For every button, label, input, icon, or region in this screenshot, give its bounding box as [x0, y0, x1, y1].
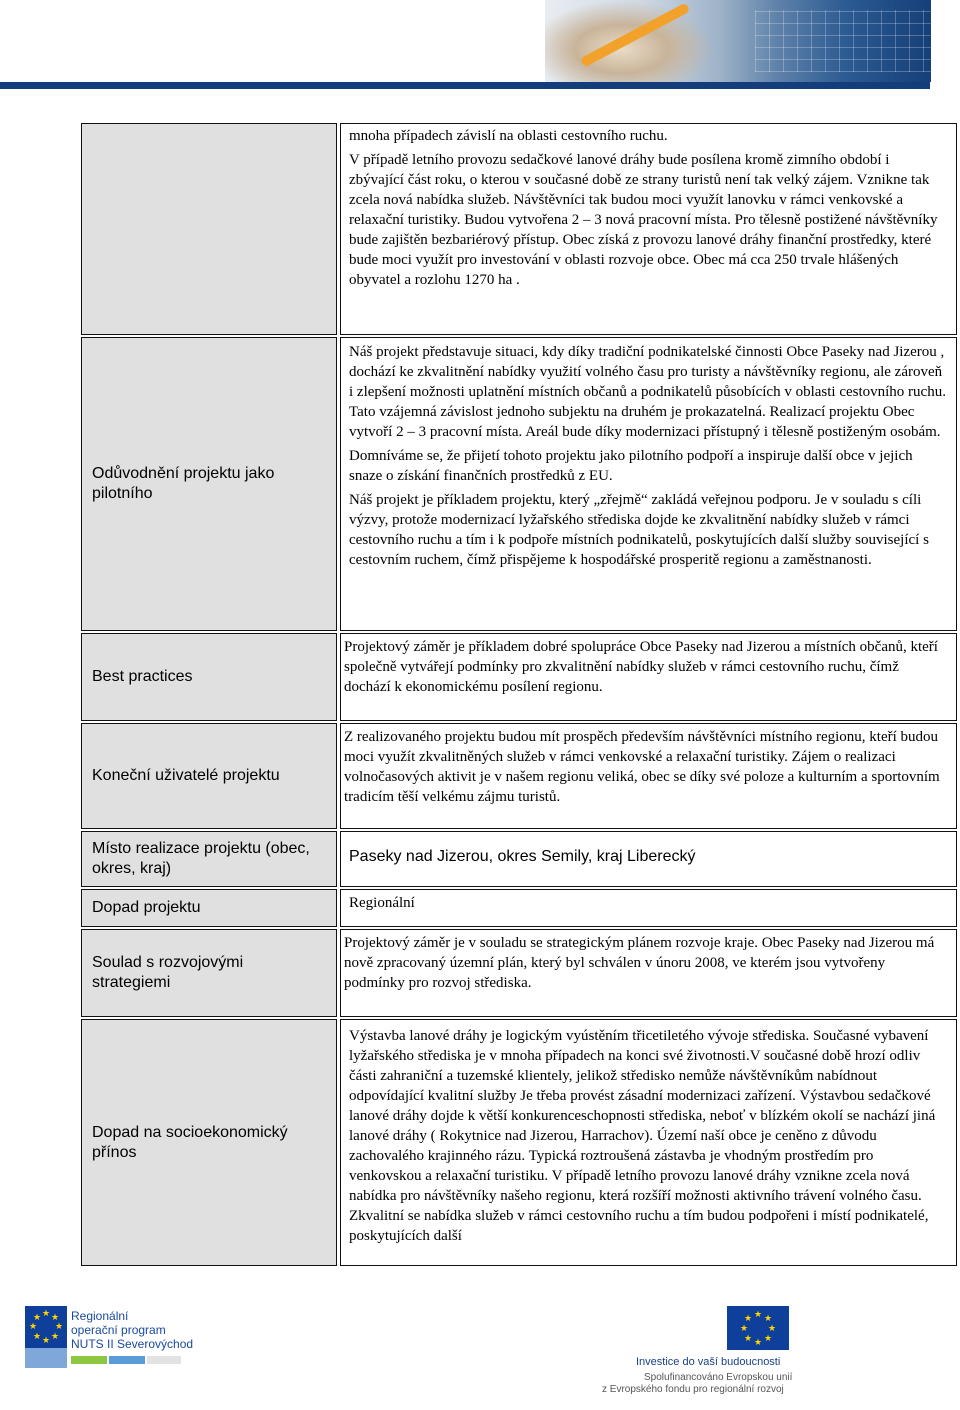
impact-value: Regionální	[349, 895, 415, 911]
rop-logo-line: Regionální	[71, 1309, 129, 1323]
table-label-cell	[81, 1019, 337, 1266]
rop-logo-line: NUTS II Severovýchod	[71, 1337, 194, 1351]
table-label-cell	[81, 889, 337, 927]
eu-fund-line: z Evropského fondu pro regionální rozvoj	[602, 1384, 784, 1395]
eu-flag-icon: ★ ★ ★ ★ ★ ★ ★ ★	[727, 1306, 789, 1350]
table-value-cell	[340, 633, 957, 721]
table-value-cell	[340, 1019, 957, 1266]
project-table	[81, 123, 957, 1266]
row-label-end-users: Koneční uživatelé projektu	[92, 767, 280, 784]
row-label-pilot: Odůvodnění projektu jako pilotního	[92, 465, 275, 502]
table-label-cell	[81, 929, 337, 1017]
eu-fund-slogan: Investice do vaší budoucnosti	[636, 1356, 781, 1368]
eu-flag-icon: ★ ★ ★ ★ ★ ★ ★ ★	[25, 1306, 67, 1348]
rop-logo	[25, 1306, 225, 1366]
location-value: Paseky nad Jizerou, okres Semily, kraj Liberecký	[349, 848, 696, 865]
row-label-impact: Dopad projektu	[92, 899, 201, 916]
paragraph: Náš projekt představuje situaci, kdy díky tradiční podnikatelské činnosti Obce Paseky nad Jizerou , dochází ke zkvalitnění nabídky využití volného času pro turisty a návštěvníky regionu, ale zároveň i zlepšení možnosti uplatnění místních občanů a podnikatelů působících v oblasti cestovního ruchu. Tato vzájemná závislost jednoho subjektu na druhém je prokazatelná. Realizací projektu Obec vytvoří 2 – 3 pracovní místa. Areál bude díky modernizaci přístupný i tělesně postiženým osobám.	[349, 344, 946, 440]
table-value-cell	[340, 929, 957, 1017]
rop-logo-line: operační program	[71, 1323, 166, 1337]
paragraph: Z realizovaného projektu budou mít prospěch především návštěvníci místního regionu, kteří budou moci využít zkvalitněných služeb v rámci venkovské a relaxační turistiky. Zájem o realizaci volnočasových aktivit je v našem regionu veliká, obec se díky své poloze a kulturním a sportovním tradicím těší velkému zájmu turistů.	[344, 729, 940, 805]
row-label-strategies: Soulad s rozvojovými strategiemi	[92, 954, 244, 991]
table-label-cell	[81, 723, 337, 829]
rop-logo-bars	[71, 1356, 181, 1366]
paragraph: Domníváme se, že přijetí tohoto projektu jako pilotního podpoří a inspiruje další obce v jejich snaze o získání finančních prostředků z EU.	[349, 448, 913, 484]
table-label-cell	[81, 337, 337, 631]
table-label-cell	[81, 123, 337, 335]
table-value-cell	[340, 831, 957, 887]
row-label-socioeconomic: Dopad na socioekonomický přínos	[92, 1123, 288, 1161]
table-label-cell	[81, 633, 337, 721]
table-label-cell	[81, 831, 337, 887]
row-label-best-practices: Best practices	[92, 668, 193, 685]
paragraph: Projektový záměr je v souladu se strategickým plánem rozvoje kraje. Obec Paseky nad Jizerou má nově zpracovaný územní plán, který byl schválen v únoru 2008, ve kterém jsou vytvořeny podmínky pro rozvoj střediska.	[344, 935, 935, 991]
table-value-cell	[340, 123, 957, 335]
header-rule	[0, 82, 930, 89]
paragraph: Projektový záměr je příkladem dobré spolupráce Obce Paseky nad Jizerou a místních občanů, kteří společně vytvářejí podmínky pro zkvalitnění nabídky služeb v rámci cestovního ruchu, čímž dochází k ekonomickému posílení regionu.	[344, 639, 938, 695]
paragraph: V případě letního provozu sedačkové lanové dráhy bude posílena kromě zimního období i zbývající část roku, o kterou v současné době ze strany turistů není tak velký zájem. Vznikne tak zcela nová nabídka služeb. Návštěvníci tak budou moci využít lanovku v rámci venkovské a relaxační turistiky. Budou vytvořena 2 – 3 nová pracovní místa. Pro tělesně postižené návštěvníky bude zajištěn bezbariérový přístup. Obec získá z provozu lanové dráhy finanční prostředky, které bude moci využít pro investování v oblasti rozvoje obce. Obec má cca 250 trvale hlášených obyvatel a rozlohu 1270 ha .	[349, 152, 938, 288]
eu-fund-logo	[600, 1306, 820, 1402]
paragraph: Náš projekt je příkladem projektu, který „zřejmě“ zakládá veřejnou podporu. Je v souladu s cíli výzvy, protože modernizací lyžařského střediska dojde ke zkvalitnění nabídky služeb v rámci cestovního ruchu a tím i k podpoře místních podnikatelů, poskytujících další služby související s cestovním ruchem, čímž přispějeme k hospodářské prosperitě regionu a zaměstnanosti.	[349, 492, 929, 568]
table-value-cell	[340, 889, 957, 927]
paragraph: mnoha případech závislí na oblasti cestovního ruchu.	[349, 128, 668, 144]
header-banner-image	[545, 0, 931, 82]
table-value-cell	[340, 723, 957, 829]
paragraph: Výstavba lanové dráhy je logickým vyústěním třicetiletého vývoje střediska. Současné vybavení lyžařského střediska je v mnoha případech na konci své životnosti.V současné době hrozí odliv části zahraniční a tuzemské klientely, jelikož středisko nemůže návštěvníkům nabídnout odpovídající kvalitní služby Je třeba provést zásadní modernizaci zařízení. Výstavbou sedačkové lanové dráhy dojde k větší konkurenceschopnosti střediska, neboť v blízkém okolí se nachází jiná lanové dráhy ( Rokytnice nad Jizerou, Harrachov). Území naší obce je ceněno z důvodu zachovalého krajinného rázu. Typická roztroušená zástavba je vhodným prostředím pro venkovskou a relaxační turistiku. V případě letního provozu lanové dráhy vznikne zcela nová nabídka pro návštěvníky našeho regionu, která rozšíří možnosti aktivního trávení volného času. Zkvalitní se nabídka služeb v rámci cestovního ruchu a tím budou podpořeni i místí podnikatelé, poskytujících další	[349, 1028, 936, 1244]
table-value-cell	[340, 337, 957, 631]
row-label-location: Místo realizace projektu (obec, okres, kraj)	[92, 840, 310, 877]
eu-fund-line: Spolufinancováno Evropskou unií	[644, 1372, 793, 1383]
